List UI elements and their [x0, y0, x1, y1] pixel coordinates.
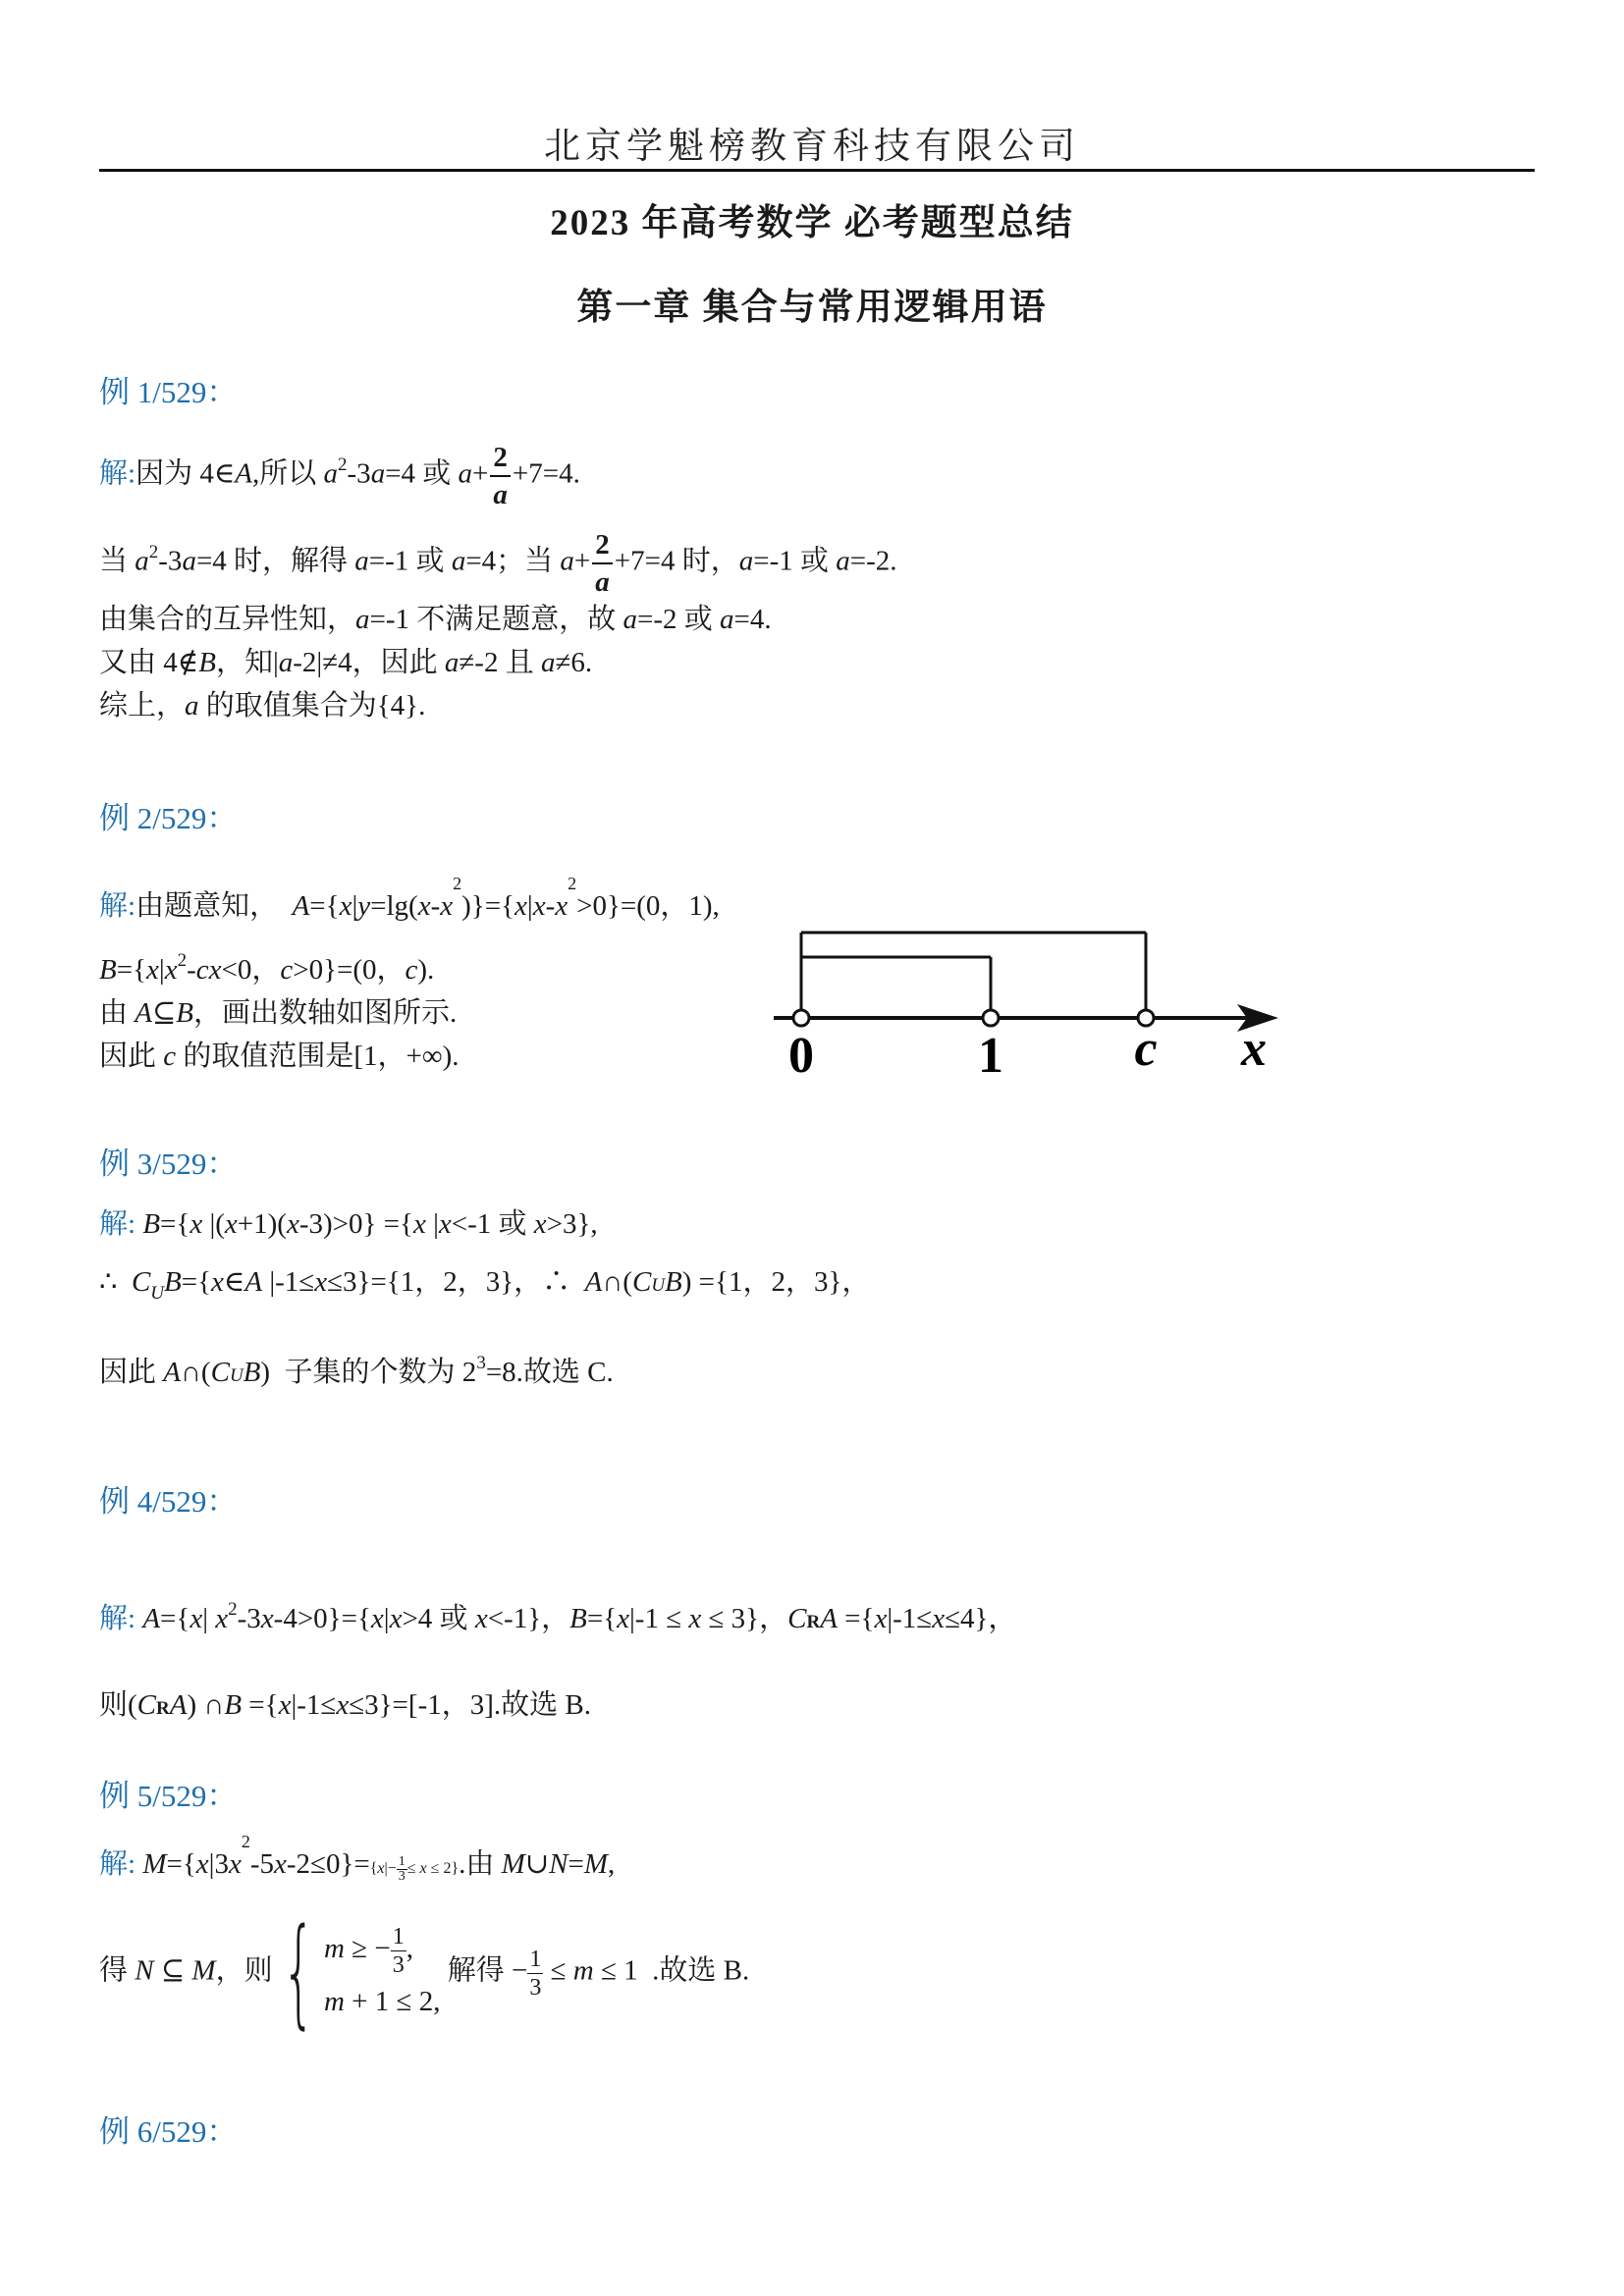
fraction: $\frac{2}{a}$	[490, 440, 511, 512]
solution-label: 解:	[99, 457, 136, 490]
label-x: x	[1241, 1021, 1267, 1077]
example-2-line-3: 由 A⊆B，画出数轴如图所示.	[99, 997, 458, 1029]
company-header: 北京学魁榜教育科技有限公司	[544, 127, 1080, 167]
example-1-line-2: 当 $a^2-3a=4$ 时，解得 a=-1 或 a=4；当 a+ $\frac{2}{a}$ +7=4 时，a=-1 或 a=-2.	[99, 529, 897, 598]
fraction: $\frac{2}{a}$	[592, 527, 613, 600]
example-1-line-3: 由集合的互异性知，a=-1 不满足题意，故 a=-2 或 a=4.	[99, 604, 772, 635]
example-5-line-1: 解: $M=\{x|3x^2-5x-2\le 0\}=\{x|-$ $\frac{1}{3}$ ≤ x ≤ 2}.由 M∪N=M,	[99, 1832, 616, 1884]
example-1-line-4: 又由 4∉B，知|a-2|≠4，因此 a≠-2 且 a≠6.	[99, 647, 593, 678]
solution-label: 解:	[99, 1208, 136, 1240]
example-2-line-4: 因此 c 的取值范围是[1，+∞).	[99, 1041, 460, 1072]
solution-label: 解:	[99, 1848, 136, 1880]
chapter-title: 第一章 集合与常用逻辑用语	[576, 288, 1048, 328]
solution-label: 解:	[99, 890, 136, 922]
document-title: 2023 年高考数学 必考题型总结	[550, 203, 1074, 243]
example-2-heading: 例 2/529：	[99, 801, 238, 835]
point-0	[793, 1010, 809, 1026]
example-2-line-2: $B=\{x|x^2-cx<0$，c>0}=(0，c).	[99, 950, 435, 986]
example-4-line-2: 则(CRA) ∩B ={x|-1≤x≤3}=[-1，3].故选 B.	[99, 1689, 591, 1721]
example-1-line-5: 综上，a 的取值集合为{4}.	[99, 690, 426, 721]
example-4-heading: 例 4/529：	[99, 1484, 238, 1519]
example-4-line-1: 解: A={x| $x^2-3x-4>0\}=\{x|x>4$ 或 x<-1}，B={x|-1 ≤ x ≤ 3}，CRA ={x|-1≤x≤4}，	[99, 1599, 1017, 1634]
header-divider	[99, 169, 1535, 172]
example-3-line-1: 解: B={x |(x+1)(x-3)>0} ={x |x<-1 或 x>3},	[99, 1208, 598, 1240]
label-1: 1	[978, 1028, 1003, 1080]
example-3-line-3: 因此 A∩(CUB) 子集的个数为 $2^3=8$.故选 C.	[99, 1353, 614, 1388]
label-0: 0	[788, 1028, 814, 1080]
example-1-heading: 例 1/529：	[99, 375, 238, 409]
point-1	[983, 1010, 999, 1026]
example-3-line-2: ∴ $C_UB=\{x\in A$ |-1≤x≤3}={1，2，3}，∴ A∩(CUB) ={1，2，3}，	[99, 1266, 871, 1304]
number-line-figure	[766, 918, 1296, 1080]
label-c: c	[1134, 1021, 1158, 1077]
example-6-heading: 例 6/529：	[99, 2114, 238, 2149]
solution-label: 解:	[99, 1603, 136, 1634]
example-3-heading: 例 3/529：	[99, 1147, 238, 1181]
example-1-line-1: 解:因为 4∈A,所以 $a^2-3a=4$ 或 a+ $\frac{2}{a}$ +7=4.	[99, 442, 580, 510]
example-5-heading: 例 5/529：	[99, 1779, 238, 1813]
example-5-line-2: 得 N ⊆ M，则{ m ≥ − $\frac{1}{3}$ , m + 1 ≤ 2, 解得 − $\frac{1}{3}$ ≤ m ≤ 1 .故选 B.	[99, 1904, 750, 2041]
example-2-line-1: 解:由题意知， $A=\{x|y=\lg(x-x^2)\}=\{x|x-x^2>0\}=(0$，1),	[99, 874, 720, 922]
